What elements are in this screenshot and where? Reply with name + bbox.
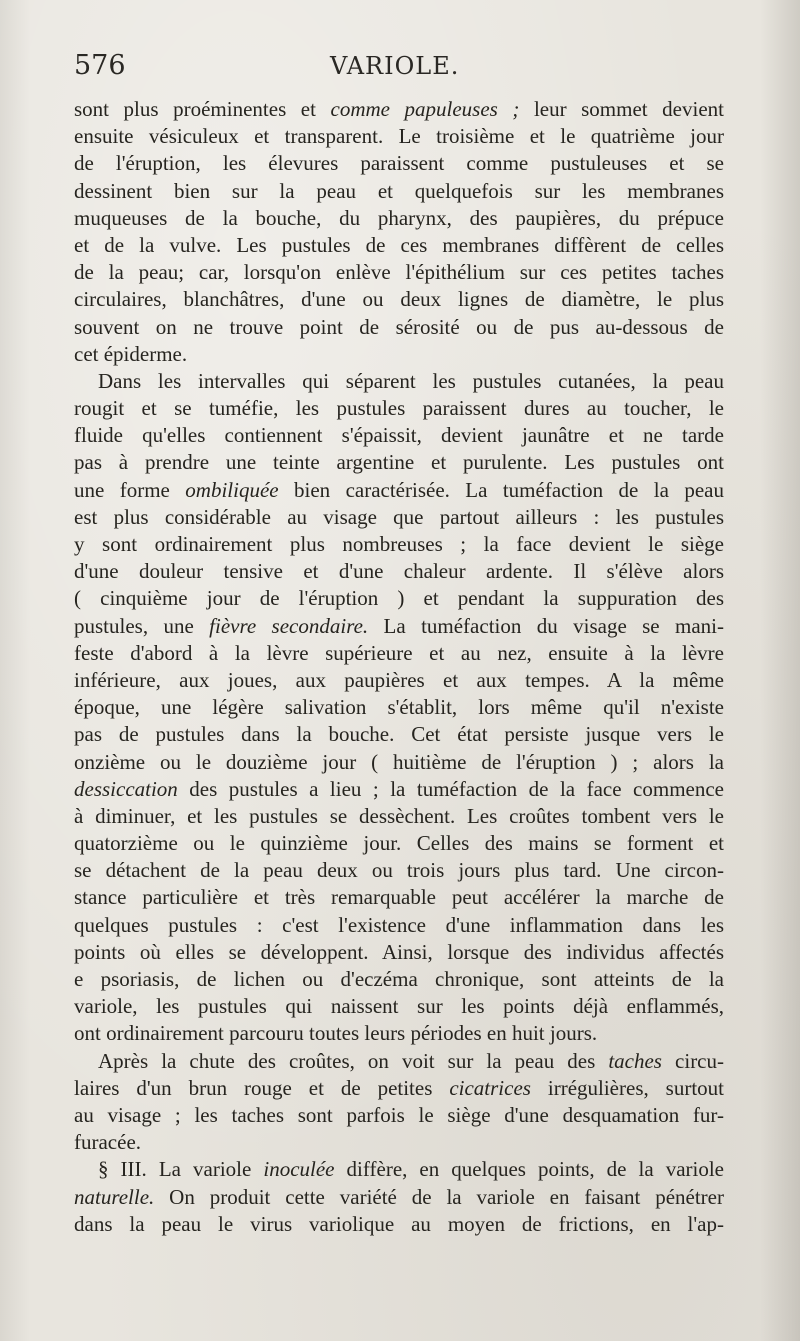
text-line bbox=[74, 178, 724, 205]
text-segment: d'une douleur tensive et d'une chaleur ardente. Il s'élève alors bbox=[74, 559, 724, 584]
text-line bbox=[74, 150, 724, 177]
page-number: 576 bbox=[74, 50, 126, 81]
italic-term: comme papuleuses ; bbox=[330, 97, 520, 121]
text-segment: irrégulières, surtout bbox=[530, 1075, 724, 1100]
text-segment: On produit cette variété de la variole en faisant pénétrer bbox=[154, 1184, 724, 1209]
text-line bbox=[74, 341, 724, 368]
text-line bbox=[74, 1075, 724, 1102]
text-line bbox=[74, 1048, 724, 1075]
text-segment: de l'éruption, les élevures paraissent comme pustuleuses et se bbox=[74, 151, 724, 176]
text-segment: Après la chute des croûtes, on voit sur la peau des bbox=[98, 1048, 609, 1073]
text-line bbox=[74, 558, 724, 585]
text-segment: Dans les intervalles qui séparent les pustules cutanées, la peau bbox=[98, 368, 724, 393]
text-segment: diffère, en quelques points, de la variole bbox=[334, 1157, 725, 1182]
text-segment: pas à prendre une teinte argentine et purulente. Les pustules ont bbox=[74, 450, 724, 475]
text-line bbox=[74, 96, 724, 123]
text-line bbox=[74, 749, 724, 776]
text-line bbox=[74, 1211, 724, 1238]
running-title: VARIOLE. bbox=[330, 52, 460, 80]
text-segment: sont plus proéminentes et bbox=[74, 97, 331, 121]
text-line bbox=[74, 776, 724, 803]
text-line bbox=[74, 422, 724, 449]
text-segment: La tuméfaction du visage se mani- bbox=[368, 613, 724, 638]
text-segment: ont ordinairement parcouru toutes leurs périodes en huit jours. bbox=[74, 1021, 598, 1046]
page-left-shadow bbox=[0, 0, 30, 1341]
text-segment: ( cinquième jour de l'éruption ) et pendant la suppuration des bbox=[74, 586, 724, 611]
text-line bbox=[74, 803, 724, 830]
page-right-shadow bbox=[760, 0, 800, 1341]
text-segment: circu- bbox=[661, 1048, 724, 1073]
text-line bbox=[74, 1129, 724, 1156]
text-line bbox=[74, 721, 724, 748]
text-segment: y sont ordinairement plus nombreuses ; la face devient le siège bbox=[74, 532, 724, 556]
text-segment: pas de pustules dans la bouche. Cet état persiste jusque vers le bbox=[74, 722, 724, 747]
text-segment: et de la vulve. Les pustules de ces membranes diffèrent de celles bbox=[74, 232, 724, 257]
text-segment: § III. La variole bbox=[98, 1157, 264, 1182]
text-segment: inférieure, aux joues, aux paupières et aux tempes. A la même bbox=[74, 667, 724, 692]
text-segment: au visage ; les taches sont parfois le siège d'une desquamation fur- bbox=[74, 1102, 724, 1127]
text-segment: muqueuses de la bouche, du pharynx, des paupières, du prépuce bbox=[74, 205, 724, 230]
text-segment: e psoriasis, de lichen ou d'eczéma chronique, sont atteints de la bbox=[74, 967, 724, 991]
text-line bbox=[74, 1020, 724, 1047]
text-line bbox=[74, 504, 724, 531]
text-segment: cet épiderme. bbox=[74, 341, 188, 366]
text-segment: furacée. bbox=[74, 1130, 142, 1155]
text-line bbox=[74, 259, 724, 286]
text-line bbox=[74, 912, 724, 939]
text-segment: feste d'abord à la lèvre supérieure et au nez, ensuite à la lèvre bbox=[74, 640, 724, 665]
text-segment: rougit et se tuméfie, les pustules paraissent dures au toucher, le bbox=[74, 396, 724, 421]
text-line bbox=[74, 232, 724, 259]
text-segment: souvent on ne trouve point de sérosité ou de pus au-dessous de bbox=[74, 314, 724, 339]
text-segment: époque, une légère salivation s'établit, lors même qu'il n'existe bbox=[74, 695, 724, 720]
text-line bbox=[74, 884, 724, 911]
text-segment: est plus considérable au visage que partout ailleurs : les pustules bbox=[74, 504, 724, 529]
body-text bbox=[74, 96, 724, 1238]
text-line bbox=[74, 477, 724, 504]
text-segment: leur sommet devient bbox=[519, 97, 724, 121]
page-header bbox=[74, 50, 722, 90]
italic-term: dessiccation bbox=[74, 776, 178, 801]
text-line bbox=[74, 966, 724, 993]
text-line bbox=[74, 857, 724, 884]
text-line bbox=[74, 694, 724, 721]
text-line bbox=[74, 1102, 724, 1129]
text-line bbox=[74, 205, 724, 232]
text-segment: variole, les pustules qui naissent sur les points déjà enflammés, bbox=[74, 994, 724, 1019]
text-line bbox=[74, 613, 724, 640]
text-segment: des pustules a lieu ; la tuméfaction de la face commence bbox=[177, 776, 724, 801]
text-segment: dessinent bien sur la peau et quelquefois sur les membranes bbox=[74, 178, 724, 203]
text-segment: laires d'un brun rouge et de petites bbox=[74, 1075, 450, 1100]
text-segment: onzième ou le douzième jour ( huitième de l'éruption ) ; alors la bbox=[74, 749, 724, 774]
italic-term: taches bbox=[608, 1048, 662, 1073]
text-line bbox=[74, 314, 724, 341]
text-line bbox=[74, 667, 724, 694]
italic-term: fièvre secondaire. bbox=[209, 613, 369, 638]
text-line bbox=[74, 286, 724, 313]
text-segment: à diminuer, et les pustules se dessèchent. Les croûtes tombent vers le bbox=[74, 803, 724, 828]
text-segment: bien caractérisée. La tuméfaction de la peau bbox=[278, 477, 724, 502]
italic-term: naturelle. bbox=[74, 1184, 155, 1209]
text-line bbox=[74, 993, 724, 1020]
text-segment: une forme bbox=[74, 477, 186, 502]
text-segment: quatorzième ou le quinzième jour. Celles des mains se forment et bbox=[74, 831, 724, 856]
text-line bbox=[74, 939, 724, 966]
text-line bbox=[74, 395, 724, 422]
text-line bbox=[74, 368, 724, 395]
text-segment: dans la peau le virus variolique au moyen de frictions, en l'ap- bbox=[74, 1211, 724, 1236]
text-line bbox=[74, 1184, 724, 1211]
text-line bbox=[74, 830, 724, 857]
text-line bbox=[74, 531, 724, 558]
text-segment: points où elles se développent. Ainsi, lorsque des individus affectés bbox=[74, 939, 724, 964]
text-segment: quelques pustules : c'est l'existence d'une inflammation dans les bbox=[74, 912, 724, 937]
text-segment: pustules, une bbox=[74, 613, 210, 638]
text-segment: se détachent de la peau deux ou trois jours plus tard. Une circon- bbox=[74, 858, 724, 883]
italic-term: ombiliquée bbox=[185, 477, 279, 502]
italic-term: cicatrices bbox=[449, 1075, 531, 1100]
text-segment: ensuite vésiculeux et transparent. Le troisième et le quatrième jour bbox=[74, 124, 724, 149]
italic-term: inoculée bbox=[263, 1157, 335, 1182]
text-line bbox=[74, 449, 724, 476]
text-segment: circulaires, blanchâtres, d'une ou deux lignes de diamètre, le plus bbox=[74, 287, 724, 312]
text-line bbox=[74, 585, 724, 612]
text-segment: fluide qu'elles contiennent s'épaissit, devient jaunâtre et ne tarde bbox=[74, 423, 724, 448]
text-line bbox=[74, 1156, 724, 1183]
text-line bbox=[74, 123, 724, 150]
text-line bbox=[74, 640, 724, 667]
text-segment: de la peau; car, lorsqu'on enlève l'épithélium sur ces petites taches bbox=[74, 260, 724, 285]
text-segment: stance particulière et très remarquable peut accélérer la marche de bbox=[74, 885, 724, 910]
